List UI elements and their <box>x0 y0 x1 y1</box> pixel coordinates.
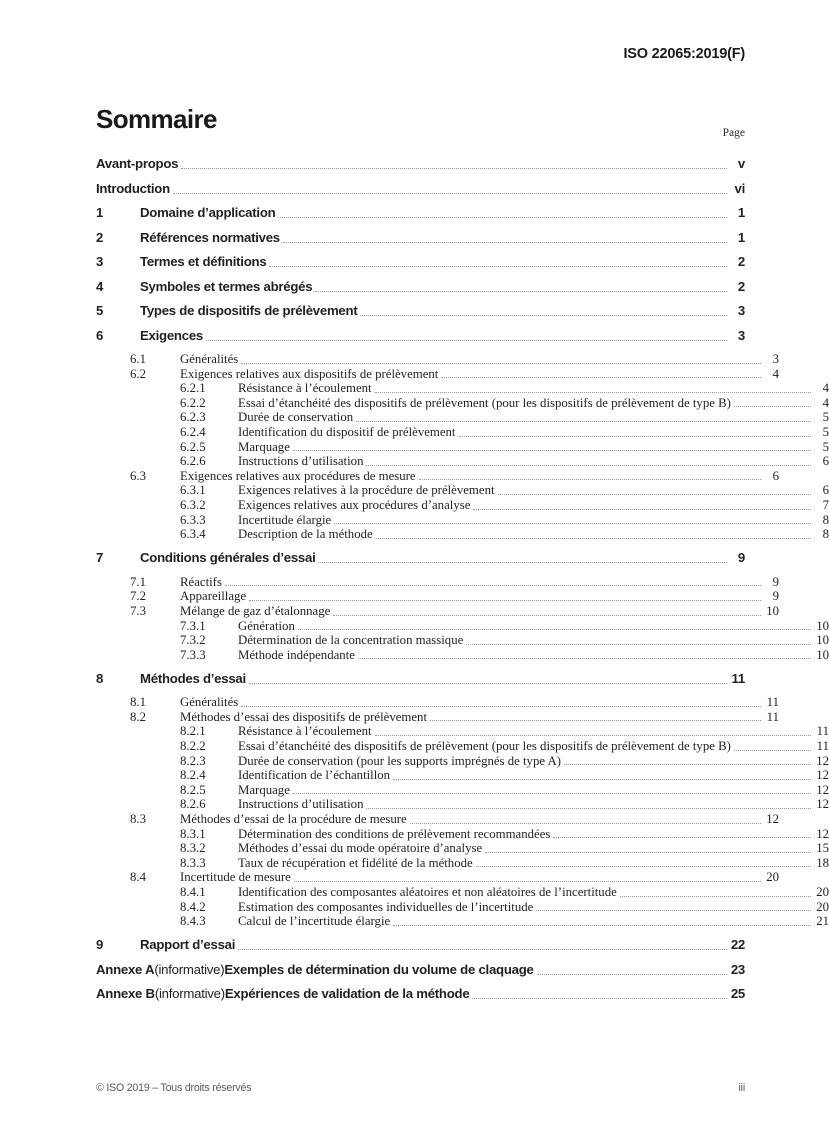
document-footer <box>96 1082 745 1094</box>
toc-entry-body <box>180 352 763 367</box>
toc-dot-leader <box>620 895 811 897</box>
toc-entry-number: 8 <box>96 670 104 686</box>
toc-entry-label: Durée de conservation <box>238 410 354 425</box>
toc-dot-leader <box>358 657 811 659</box>
toc-entry-label: Expériences de validation de la méthode <box>224 986 470 1002</box>
toc-entry-body <box>140 328 729 344</box>
toc-entry[interactable] <box>96 783 829 798</box>
toc-entry-number: 6.3.4 <box>180 527 206 542</box>
toc-entry-body <box>238 527 813 542</box>
toc-dot-leader <box>393 924 811 926</box>
toc-entry[interactable] <box>96 367 779 382</box>
toc-entry[interactable] <box>96 724 829 739</box>
toc-entry[interactable] <box>96 181 745 197</box>
toc-entry-body <box>238 410 813 425</box>
toc-entry-number: 4 <box>96 278 104 294</box>
toc-entry-number: 8.4.2 <box>180 899 206 914</box>
toc-entry[interactable] <box>96 550 745 566</box>
toc-dot-leader <box>173 192 727 194</box>
toc-entry-number: 8.2.6 <box>180 797 206 812</box>
toc-dot-leader <box>206 339 727 341</box>
toc-dot-leader <box>293 792 811 794</box>
toc-dot-leader <box>333 614 761 616</box>
toc-entry-page-number: 10 <box>816 618 829 633</box>
toc-entry-label: Mélange de gaz d’étalonnage <box>180 603 331 618</box>
toc-entry-label: Marquage <box>238 782 290 797</box>
toc-entry-body <box>238 513 813 528</box>
toc-dot-leader <box>430 719 761 721</box>
toc-dot-leader <box>459 435 812 437</box>
toc-dot-leader <box>181 167 727 169</box>
toc-entry-label: Méthodes d’essai de la procédure de mesure <box>180 812 407 827</box>
toc-entry-body <box>140 254 729 270</box>
toc-entry-body <box>238 454 813 469</box>
toc-dot-leader <box>498 493 811 495</box>
toc-entry[interactable] <box>96 962 745 978</box>
toc-entry-label: Méthode indépendante <box>238 647 355 662</box>
toc-entry-body <box>180 367 763 382</box>
toc-dot-leader <box>360 314 727 316</box>
toc-dot-leader <box>419 478 761 480</box>
toc-entry-label: Détermination de la concentration massique <box>238 633 464 648</box>
toc-entry[interactable] <box>96 483 829 498</box>
toc-entry-number: 6.3.3 <box>180 512 206 527</box>
toc-entry-body <box>96 986 729 1002</box>
toc-entry-page-number: 20 <box>816 885 829 899</box>
toc-dot-leader <box>269 265 727 267</box>
toc-dot-leader <box>298 628 811 630</box>
toc-entry-body <box>140 303 729 319</box>
toc-entry-label: Domaine d’application <box>140 205 276 220</box>
toc-dot-leader <box>334 522 811 524</box>
toc-dot-leader <box>241 362 761 364</box>
page-column-header: Page <box>722 127 745 139</box>
toc-entry-body <box>180 589 763 604</box>
toc-entry-page-number: 10 <box>816 647 829 662</box>
toc-dot-leader <box>366 464 811 466</box>
toc-entry-label: Instructions d’utilisation <box>238 797 364 812</box>
toc-entry-page-number: 12 <box>816 826 829 841</box>
toc-entry-page-number: 12 <box>816 753 829 768</box>
toc-entry[interactable] <box>96 396 829 411</box>
toc-dot-leader <box>441 376 761 378</box>
toc-dot-leader <box>241 705 761 707</box>
toc-entry-number: 6.2.6 <box>180 454 206 469</box>
toc-entry-body <box>238 914 813 929</box>
toc-entry-body <box>180 604 763 619</box>
toc-entry-body <box>238 754 813 769</box>
toc-entry-body <box>140 671 729 687</box>
toc-dot-leader <box>734 405 811 407</box>
toc-entry-body <box>140 205 729 221</box>
toc-entry[interactable] <box>96 986 745 1002</box>
toc-entry-page-number: 11 <box>816 724 829 739</box>
toc-dot-leader <box>537 973 727 975</box>
toc-annex-kind: (informative) <box>154 986 225 1002</box>
toc-entry-label: Généralités <box>180 695 239 710</box>
toc-dot-leader <box>476 865 811 867</box>
toc-entry-page-number: 12 <box>816 782 829 797</box>
toc-dot-leader <box>318 561 727 563</box>
toc-annex-kind: (informative) <box>154 961 225 977</box>
toc-entry-body <box>238 440 813 455</box>
toc-entry-number: 8.2.3 <box>180 753 206 768</box>
toc-entry[interactable] <box>96 352 779 367</box>
toc-entry[interactable] <box>96 870 779 885</box>
toc-entry-number: 8.3.3 <box>180 855 206 870</box>
toc-entry[interactable] <box>96 381 829 396</box>
toc-dot-leader <box>473 508 811 510</box>
toc-entry-page-number: 12 <box>766 812 779 827</box>
toc-entry-label: Identification de l’échantillon <box>238 768 391 783</box>
toc-entry-page-number: 7 <box>822 497 829 512</box>
toc-dot-leader <box>366 807 811 809</box>
toc-entry-page-number: 25 <box>730 986 745 1002</box>
toc-entry-body <box>238 797 813 812</box>
toc-dot-leader <box>278 216 727 218</box>
toc-entry-body <box>238 498 813 513</box>
toc-entry-label: Méthodes d’essai du mode opératoire d’analyse <box>238 841 483 856</box>
page-title: Sommaire <box>96 104 217 134</box>
toc-entry-page-number: 2 <box>737 254 745 269</box>
toc-entry-label: Exigences relatives à la procédure de prélèvement <box>238 483 495 498</box>
toc-entry-number: 8.2.5 <box>180 782 206 797</box>
toc-entry-number: 7.3.3 <box>180 647 206 662</box>
toc-dot-leader <box>393 778 811 780</box>
toc-entry-page-number: 20 <box>816 899 829 914</box>
toc-entry[interactable] <box>96 575 779 590</box>
toc-entry-label: Exigences relatives aux procédures d’analyse <box>238 497 471 512</box>
toc-entry-label: Références normatives <box>140 229 280 245</box>
toc-entry-label: Marquage <box>238 439 290 454</box>
toc-entry-label: Appareillage <box>180 589 247 604</box>
toc-entry[interactable] <box>96 440 829 455</box>
toc-entry[interactable] <box>96 254 745 270</box>
toc-entry-page-number: 11 <box>766 709 779 724</box>
toc-dot-leader <box>485 851 811 853</box>
toc-entry-page-number: 5 <box>822 410 829 425</box>
toc-entry-label: Méthodes d’essai des dispositifs de prélèvement <box>180 709 427 724</box>
toc-entry-label: Résistance à l’écoulement <box>238 381 372 396</box>
toc-entry-label: Exigences <box>140 327 203 343</box>
toc-entry[interactable] <box>96 279 745 295</box>
toc-dot-leader <box>376 537 811 539</box>
toc-entry-page-number: 21 <box>816 914 829 929</box>
toc-dot-leader <box>249 682 727 684</box>
toc-entry-body <box>96 181 729 197</box>
toc-entry-body <box>238 900 813 915</box>
toc-entry-number: 7.1 <box>130 574 146 589</box>
toc-entry-body <box>238 724 813 739</box>
toc-entry-label: Détermination des conditions de prélèvement recommandées <box>238 826 551 841</box>
toc-entry-label: Termes et définitions <box>140 254 267 269</box>
toc-entry-page-number: 23 <box>730 961 745 977</box>
toc-entry-label: Rapport d’essai <box>140 937 236 953</box>
toc-entry[interactable] <box>96 885 829 900</box>
toc-entry-number: 8.3.2 <box>180 841 206 856</box>
toc-entry[interactable] <box>96 827 829 842</box>
toc-entry-page-number: 1 <box>737 205 745 220</box>
toc-entry-page-number: 22 <box>730 937 745 953</box>
toc-entry-number: 7 <box>96 550 104 566</box>
toc-entry-number: 9 <box>96 937 104 953</box>
toc-entry-label: Résistance à l’écoulement <box>238 724 372 739</box>
toc-entry-page-number: 4 <box>822 395 829 410</box>
toc-entry-body <box>238 396 813 411</box>
toc-entry[interactable] <box>96 754 829 769</box>
toc-entry-label: Estimation des composantes individuelles de l’incertitude <box>238 899 534 914</box>
toc-entry-page-number: 9 <box>772 574 779 589</box>
toc-entry-page-number: 3 <box>772 352 779 366</box>
toc-entry-body <box>238 783 813 798</box>
toc-entry[interactable] <box>96 604 779 619</box>
toc-entry-number: 8.2 <box>130 709 146 724</box>
toc-entry-page-number: 6 <box>772 468 779 483</box>
toc-entry-number: 6.2.5 <box>180 439 206 454</box>
toc-entry-page-number: 11 <box>731 670 745 686</box>
toc-entry-number: 6.2.4 <box>180 424 206 439</box>
toc-dot-leader <box>564 763 811 765</box>
toc-dot-leader <box>238 948 727 950</box>
toc-entry-label: Identification du dispositif de prélèvement <box>238 424 456 439</box>
toc-entry-body <box>180 695 763 710</box>
toc-entry-number: 8.4.3 <box>180 914 206 929</box>
toc-entry[interactable] <box>96 768 829 783</box>
toc-entry-page-number: 9 <box>737 550 745 566</box>
toc-entry-label: Méthodes d’essai <box>140 670 246 686</box>
toc-entry-page-number: 8 <box>822 512 829 527</box>
toc-entry[interactable] <box>96 156 745 172</box>
toc-entry[interactable] <box>96 710 779 725</box>
toc-entry-page-number: 4 <box>822 381 829 396</box>
table-of-contents <box>96 156 829 1011</box>
toc-entry-label: Durée de conservation (pour les supports imprégnés de type A) <box>238 753 562 768</box>
toc-entry[interactable] <box>96 498 829 513</box>
toc-entry-label: Génération <box>238 618 295 633</box>
toc-entry-number: 8.3.1 <box>180 826 206 841</box>
toc-entry-label: Instructions d’utilisation <box>238 454 364 469</box>
toc-entry-body <box>238 856 813 871</box>
toc-dot-leader <box>734 749 811 751</box>
toc-entry[interactable] <box>96 812 779 827</box>
toc-entry-body <box>238 619 813 634</box>
toc-entry-number: 8.4.1 <box>180 885 206 899</box>
toc-entry-number: 8.1 <box>130 695 146 710</box>
toc-entry-body <box>238 381 813 396</box>
toc-entry-page-number: 4 <box>772 366 779 381</box>
toc-entry-number: 3 <box>96 254 104 269</box>
toc-entry[interactable] <box>96 469 779 484</box>
toc-entry-body <box>238 885 813 900</box>
toc-entry-label: Exigences relatives aux procédures de mesure <box>180 468 416 483</box>
toc-entry-number: 7.3.2 <box>180 633 206 648</box>
toc-entry-body <box>238 483 813 498</box>
toc-entry-label: Introduction <box>96 180 170 196</box>
toc-title-row <box>96 104 745 140</box>
toc-entry[interactable] <box>96 797 829 812</box>
toc-entry[interactable] <box>96 527 829 542</box>
toc-entry-number: 6.3.2 <box>180 497 206 512</box>
toc-entry-number: 1 <box>96 205 104 220</box>
toc-entry-label: Description de la méthode <box>238 527 373 542</box>
toc-entry-body <box>180 469 763 484</box>
toc-entry-label: Exigences relatives aux dispositifs de prélèvement <box>180 366 439 381</box>
toc-dot-leader <box>225 584 761 586</box>
toc-entry-page-number: 10 <box>816 633 829 648</box>
toc-dot-leader <box>375 734 811 736</box>
toc-entry-label: Avant-propos <box>96 156 179 171</box>
toc-entry-body <box>238 739 813 754</box>
toc-entry-number: 5 <box>96 303 104 318</box>
toc-entry-body <box>238 827 813 842</box>
toc-entry-body <box>96 156 729 172</box>
toc-dot-leader <box>293 449 811 451</box>
toc-entry-label: Généralités <box>180 352 239 366</box>
toc-entry[interactable] <box>96 914 829 929</box>
toc-annex-name: Annexe A <box>96 961 155 977</box>
toc-entry[interactable] <box>96 328 745 344</box>
toc-entry-number: 6.3 <box>130 468 146 483</box>
toc-entry-label: Exemples de détermination du volume de claquage <box>224 961 534 977</box>
toc-entry[interactable] <box>96 695 779 710</box>
toc-entry-number: 6 <box>96 327 104 343</box>
toc-entry-number: 8.4 <box>130 870 146 885</box>
toc-entry-label: Essai d’étanchéité des dispositifs de prélèvement (pour les dispositifs de prélèvement de type B) <box>238 739 731 754</box>
toc-entry-label: Essai d’étanchéité des dispositifs de prélèvement (pour les dispositifs de prélèvement de type B) <box>238 395 731 410</box>
toc-entry-body <box>238 768 813 783</box>
toc-entry-page-number: 20 <box>766 870 779 885</box>
toc-entry-body <box>180 575 763 590</box>
toc-entry-page-number: 12 <box>816 797 829 812</box>
toc-entry-body <box>140 279 729 295</box>
toc-entry[interactable] <box>96 410 829 425</box>
toc-entry-body <box>96 962 729 978</box>
toc-entry-page-number: vi <box>734 180 745 196</box>
toc-entry[interactable] <box>96 425 829 440</box>
footer-page-number: iii <box>738 1082 745 1094</box>
toc-entry-body <box>140 550 729 566</box>
toc-entry-label: Identification des composantes aléatoires et non aléatoires de l’incertitude <box>238 885 617 899</box>
toc-entry[interactable] <box>96 619 829 634</box>
toc-dot-leader <box>375 391 811 393</box>
toc-entry-body <box>238 648 813 663</box>
toc-entry[interactable] <box>96 513 829 528</box>
toc-entry-body <box>238 841 813 856</box>
toc-entry-label: Taux de récupération et fidélité de la méthode <box>238 855 473 870</box>
toc-dot-leader <box>356 420 811 422</box>
toc-entry-label: Réactifs <box>180 574 222 589</box>
toc-entry-page-number: 6 <box>822 454 829 469</box>
toc-entry-number: 8.2.2 <box>180 739 206 754</box>
toc-entry-page-number: 6 <box>822 483 829 498</box>
toc-entry[interactable] <box>96 454 829 469</box>
toc-entry-page-number: 5 <box>822 439 829 454</box>
toc-entry-page-number: 15 <box>816 841 829 856</box>
toc-entry-number: 6.2.1 <box>180 381 206 396</box>
toc-entry-label: Incertitude de mesure <box>180 870 291 885</box>
toc-entry-number: 7.3 <box>130 603 146 618</box>
toc-entry-number: 8.2.4 <box>180 768 206 783</box>
toc-entry-number: 7.3.1 <box>180 618 206 633</box>
toc-entry-number: 2 <box>96 229 104 245</box>
toc-entry-page-number: v <box>737 156 745 171</box>
toc-entry[interactable] <box>96 739 829 754</box>
toc-entry-page-number: 3 <box>737 327 745 343</box>
toc-entry-page-number: 11 <box>816 739 829 754</box>
toc-entry-body <box>180 710 763 725</box>
toc-entry-body <box>180 812 763 827</box>
toc-entry-label: Symboles et termes abrégés <box>140 278 313 294</box>
toc-dot-leader <box>249 599 761 601</box>
toc-dot-leader <box>536 909 811 911</box>
toc-entry[interactable] <box>96 589 779 604</box>
toc-entry[interactable] <box>96 230 745 246</box>
toc-entry-number: 6.1 <box>130 352 146 366</box>
document-header-standard-ref: ISO 22065:2019(F) <box>623 46 745 62</box>
toc-entry-page-number: 1 <box>737 229 745 245</box>
toc-entry-body <box>180 870 763 885</box>
toc-annex-name: Annexe B <box>96 986 155 1002</box>
toc-dot-leader <box>410 822 761 824</box>
toc-entry-page-number: 18 <box>816 855 829 870</box>
toc-entry-number: 6.2 <box>130 366 146 381</box>
toc-entry-body <box>238 633 813 648</box>
toc-dot-leader <box>472 997 726 999</box>
toc-entry-page-number: 11 <box>766 695 779 710</box>
toc-entry-label: Incertitude élargie <box>238 512 332 527</box>
toc-entry[interactable] <box>96 671 745 687</box>
toc-dot-leader <box>294 880 761 882</box>
toc-entry-page-number: 5 <box>822 424 829 439</box>
toc-entry[interactable] <box>96 633 829 648</box>
toc-entry-number: 8.3 <box>130 812 146 827</box>
toc-entry[interactable] <box>96 648 829 663</box>
toc-entry[interactable] <box>96 937 745 953</box>
toc-entry-number: 6.2.2 <box>180 395 206 410</box>
toc-entry-page-number: 12 <box>816 768 829 783</box>
toc-dot-leader <box>466 643 811 645</box>
toc-entry[interactable] <box>96 303 745 319</box>
toc-entry[interactable] <box>96 856 829 871</box>
toc-entry-body <box>238 425 813 440</box>
toc-entry-label: Conditions générales d’essai <box>140 550 316 566</box>
footer-copyright: © ISO 2019 – Tous droits réservés <box>96 1082 252 1094</box>
toc-entry-page-number: 9 <box>772 589 779 604</box>
toc-entry-number: 6.3.1 <box>180 483 206 498</box>
toc-entry-page-number: 10 <box>766 603 779 618</box>
toc-dot-leader <box>553 836 811 838</box>
toc-entry[interactable] <box>96 900 829 915</box>
toc-entry-number: 6.2.3 <box>180 410 206 425</box>
toc-entry[interactable] <box>96 841 829 856</box>
toc-entry-body <box>140 937 729 953</box>
toc-entry-page-number: 3 <box>737 303 745 318</box>
toc-entry-number: 8.2.1 <box>180 724 206 739</box>
toc-entry[interactable] <box>96 205 745 221</box>
toc-entry-label: Types de dispositifs de prélèvement <box>140 303 358 318</box>
toc-entry-number: 7.2 <box>130 589 146 604</box>
toc-entry-page-number: 2 <box>737 278 745 294</box>
toc-entry-page-number: 8 <box>822 527 829 542</box>
toc-dot-leader <box>315 290 727 292</box>
toc-entry-label: Calcul de l’incertitude élargie <box>238 914 391 929</box>
toc-dot-leader <box>283 241 727 243</box>
toc-entry-body <box>140 230 729 246</box>
